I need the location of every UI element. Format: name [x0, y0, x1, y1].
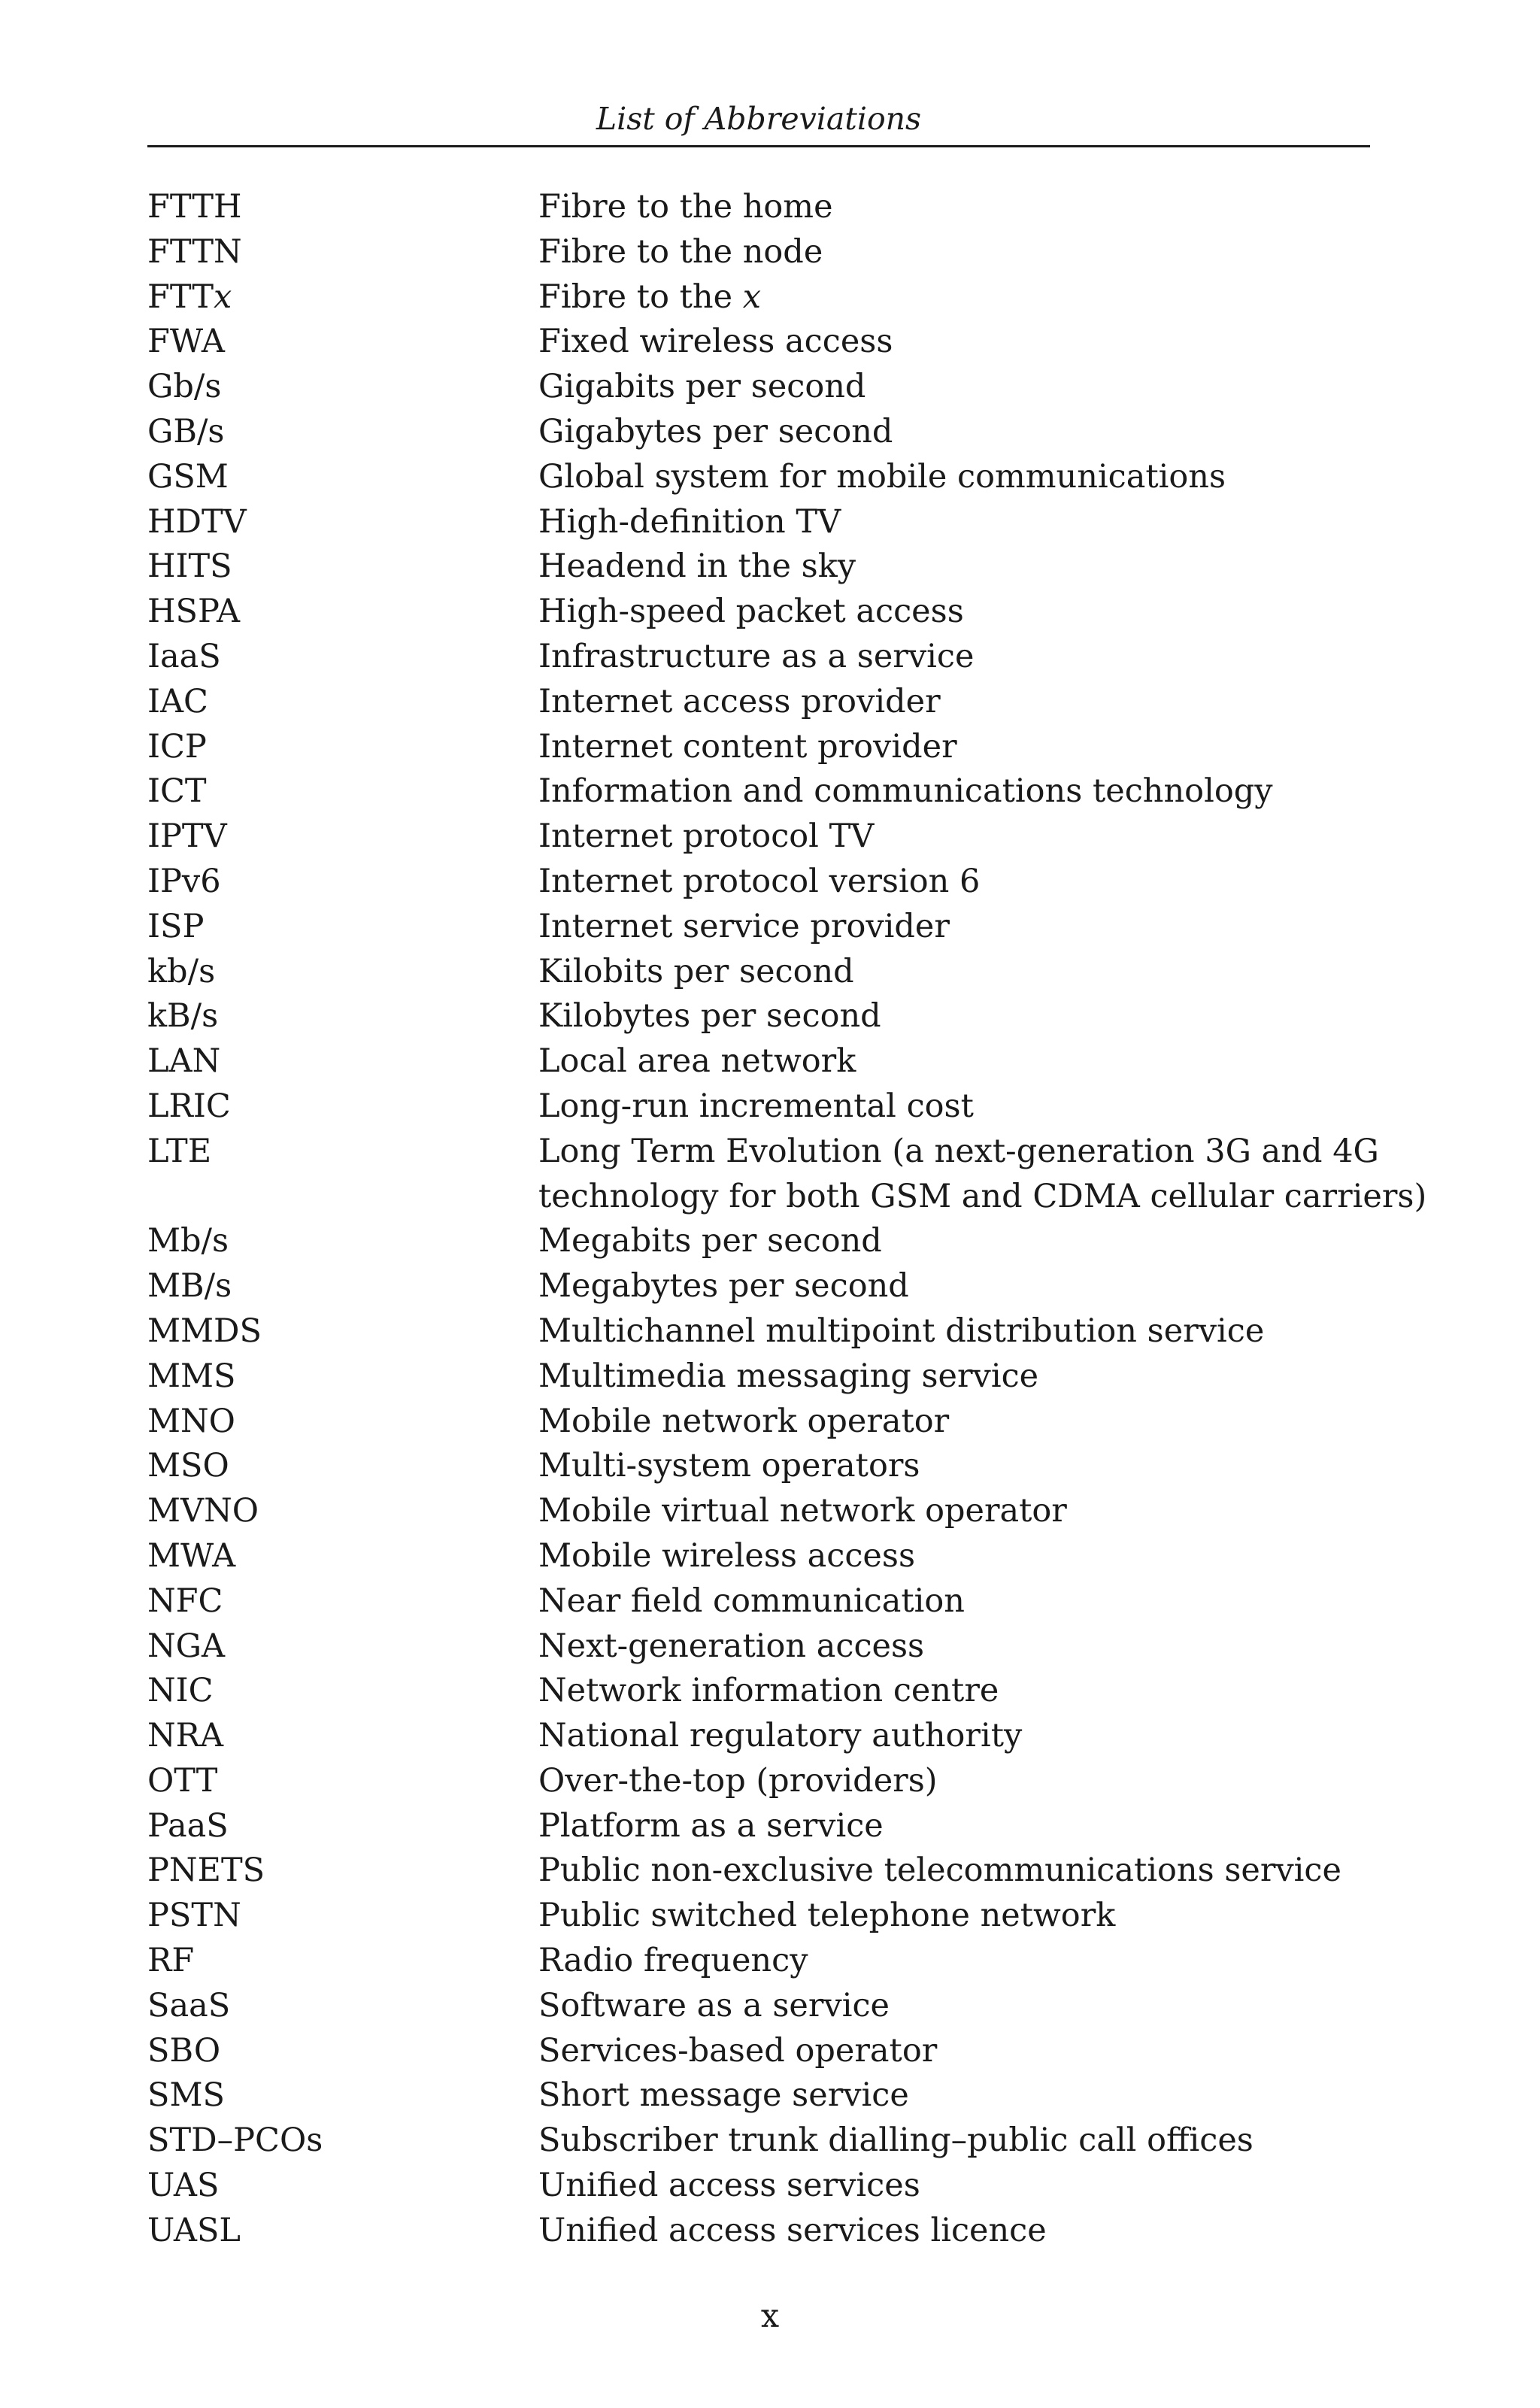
abbreviation-term: ICP	[147, 727, 207, 766]
abbreviation-entry	[147, 769, 1370, 814]
abbreviation-definition	[538, 590, 1370, 635]
abbreviation-entry	[147, 950, 1370, 995]
abbreviation-definition	[538, 2073, 1370, 2118]
abbreviation-term: PaaS	[147, 1806, 229, 1845]
abbreviation-term: GSM	[147, 457, 229, 496]
abbreviation-definition	[538, 725, 1370, 770]
abbreviation-term: FTTx	[147, 277, 232, 316]
abbreviation-entry	[147, 185, 1370, 230]
abbreviation-definition	[538, 1714, 1370, 1759]
abbreviation-entry	[147, 320, 1370, 365]
abbreviation-definition	[538, 905, 1370, 950]
definition-line: Infrastructure as a service	[538, 637, 975, 675]
abbreviation-term: GB/s	[147, 412, 225, 450]
abbreviation-entry	[147, 1219, 1370, 1264]
abbreviation-definition	[538, 1759, 1370, 1804]
abbreviation-list	[147, 185, 1427, 2254]
abbreviation-definition	[538, 455, 1370, 500]
abbreviation-definition	[538, 2209, 1370, 2254]
abbreviation-entry	[147, 1579, 1370, 1624]
abbreviation-definition	[538, 2029, 1370, 2074]
abbreviation-entry	[147, 500, 1370, 545]
abbreviation-entry	[147, 635, 1370, 680]
abbreviation-term: LAN	[147, 1042, 221, 1081]
abbreviation-term: kb/s	[147, 952, 216, 990]
abbreviation-definition	[538, 1624, 1370, 1670]
abbreviation-term: MWA	[147, 1536, 236, 1575]
abbreviation-definition	[538, 1939, 1370, 1984]
abbreviation-entry	[147, 590, 1370, 635]
definition-line: Gigabits per second	[538, 368, 866, 406]
definition-line: Next-generation access	[538, 1627, 925, 1665]
abbreviation-entry	[147, 2073, 1370, 2118]
definition-line: Software as a service	[538, 1986, 890, 2024]
abbreviation-entry	[147, 230, 1370, 275]
abbreviation-entry	[147, 994, 1370, 1039]
abbreviation-entry	[147, 1039, 1370, 1084]
abbreviation-term: NGA	[147, 1627, 226, 1665]
abbreviation-entry	[147, 1309, 1370, 1354]
abbreviation-definition	[538, 1039, 1370, 1084]
definition-line: Fibre to the node	[538, 232, 823, 271]
abbreviation-entry	[147, 1848, 1370, 1894]
abbreviation-definition	[538, 1444, 1370, 1489]
definition-line: National regulatory authority	[538, 1717, 1023, 1755]
abbreviation-entry	[147, 2209, 1370, 2254]
definition-line: Internet protocol TV	[538, 817, 875, 856]
definition-line: Services-based operator	[538, 2031, 938, 2070]
definition-line: Kilobytes per second	[538, 997, 881, 1036]
abbreviation-definition	[538, 1534, 1370, 1579]
abbreviation-definition	[538, 1400, 1370, 1445]
abbreviation-term: MVNO	[147, 1492, 259, 1530]
definition-line: Multichannel multipoint distribution service	[538, 1312, 1265, 1350]
definition-line: Internet access provider	[538, 682, 941, 720]
abbreviation-term: OTT	[147, 1761, 218, 1800]
abbreviation-entry	[147, 680, 1370, 725]
definition-line: Mobile virtual network operator	[538, 1492, 1067, 1530]
abbreviation-term: IPTV	[147, 817, 227, 856]
abbreviation-definition	[538, 1984, 1370, 2029]
abbreviation-entry	[147, 1894, 1370, 1939]
abbreviation-term: STD–PCOs	[147, 2121, 323, 2160]
abbreviation-term: LRIC	[147, 1087, 231, 1125]
abbreviation-definition	[538, 769, 1370, 814]
abbreviation-term: MSO	[147, 1447, 229, 1485]
abbreviation-term: IaaS	[147, 637, 221, 675]
abbreviation-term: NFC	[147, 1582, 223, 1620]
abbreviation-entry	[147, 544, 1370, 590]
definition-line: Platform as a service	[538, 1806, 884, 1845]
abbreviation-term: kB/s	[147, 997, 219, 1036]
running-head: List of Abbreviations	[596, 101, 922, 137]
abbreviation-definition	[538, 185, 1370, 230]
definition-line: Unified access services licence	[538, 2211, 1047, 2249]
abbreviation-definition	[538, 275, 1370, 320]
page-number: x	[760, 2297, 780, 2335]
abbreviation-entry	[147, 1130, 1427, 1220]
abbreviation-definition	[538, 2164, 1370, 2209]
abbreviation-definition	[538, 500, 1370, 545]
definition-line: Internet protocol version 6	[538, 862, 981, 900]
abbreviation-definition	[538, 994, 1370, 1039]
abbreviation-entry	[147, 725, 1370, 770]
definition-line: High-speed packet access	[538, 593, 964, 631]
abbreviation-term: UAS	[147, 2167, 220, 2205]
abbreviation-definition	[538, 1264, 1370, 1309]
abbreviation-term: FTTN	[147, 232, 242, 271]
abbreviation-term: ICT	[147, 772, 207, 811]
definition-line: Fibre to the home	[538, 188, 833, 226]
abbreviation-entry	[147, 1354, 1370, 1400]
abbreviation-entry	[147, 2118, 1370, 2164]
abbreviation-term: HSPA	[147, 593, 240, 631]
definition-line: Long Term Evolution (a next-generation 3G and 4G	[538, 1132, 1379, 1170]
abbreviation-term: SaaS	[147, 1986, 231, 2024]
definition-line: Network information centre	[538, 1672, 999, 1710]
abbreviation-term: PSTN	[147, 1897, 241, 1935]
definition-line: Subscriber trunk dialling–public call offices	[538, 2121, 1254, 2160]
definition-line: Information and communications technology	[538, 772, 1273, 811]
abbreviation-definition	[538, 1084, 1370, 1130]
abbreviation-definition	[538, 1489, 1370, 1534]
abbreviation-entry	[147, 455, 1370, 500]
definition-line: Public non-exclusive telecommunications service	[538, 1851, 1341, 1890]
abbreviation-definition	[538, 860, 1370, 905]
abbreviation-term: SMS	[147, 2076, 225, 2115]
definition-line: Internet content provider	[538, 727, 957, 766]
abbreviation-definition	[538, 320, 1370, 365]
abbreviation-definition	[538, 1219, 1370, 1264]
abbreviation-entry	[147, 1714, 1370, 1759]
abbreviation-term: IAC	[147, 682, 208, 720]
abbreviation-definition	[538, 2118, 1370, 2164]
abbreviation-definition	[538, 230, 1370, 275]
definition-line: Local area network	[538, 1042, 856, 1081]
abbreviation-term: UASL	[147, 2211, 241, 2249]
abbreviation-term: MMDS	[147, 1312, 262, 1350]
definition-line: Radio frequency	[538, 1942, 808, 1980]
abbreviation-term: FTTH	[147, 188, 242, 226]
definition-line: Fixed wireless access	[538, 323, 893, 361]
abbreviation-term: Mb/s	[147, 1222, 229, 1260]
abbreviation-definition	[538, 814, 1370, 860]
abbreviation-definition	[538, 365, 1370, 410]
abbreviation-entry	[147, 275, 1370, 320]
definition-line: Internet service provider	[538, 907, 950, 945]
abbreviation-entry	[147, 1534, 1370, 1579]
abbreviation-definition	[538, 544, 1370, 590]
abbreviation-term: MB/s	[147, 1267, 232, 1306]
abbreviation-term: MNO	[147, 1402, 235, 1440]
abbreviation-term: NIC	[147, 1672, 214, 1710]
definition-line: Megabytes per second	[538, 1267, 909, 1306]
abbreviation-entry	[147, 1804, 1370, 1849]
definition-line: Multi-system operators	[538, 1447, 920, 1485]
definition-line: Mobile network operator	[538, 1402, 950, 1440]
abbreviation-entry	[147, 1084, 1370, 1130]
abbreviation-definition	[538, 410, 1370, 455]
abbreviation-entry	[147, 1444, 1370, 1489]
abbreviation-entry	[147, 365, 1370, 410]
abbreviation-entry	[147, 814, 1370, 860]
abbreviation-entry	[147, 1759, 1370, 1804]
abbreviation-entry	[147, 1939, 1370, 1984]
abbreviation-definition	[538, 1130, 1426, 1220]
abbreviation-term: RF	[147, 1942, 195, 1980]
abbreviation-term: PNETS	[147, 1851, 265, 1890]
definition-line: Public switched telephone network	[538, 1897, 1116, 1935]
abbreviation-definition	[538, 1669, 1370, 1714]
abbreviation-term: SBO	[147, 2031, 221, 2070]
abbreviation-entry	[147, 1984, 1370, 2029]
abbreviation-term: IPv6	[147, 862, 221, 900]
abbreviation-definition	[538, 1894, 1370, 1939]
definition-line: Short message service	[538, 2076, 909, 2115]
abbreviation-term: NRA	[147, 1717, 224, 1755]
abbreviation-term: FWA	[147, 323, 225, 361]
definition-line: Long-run incremental cost	[538, 1087, 974, 1125]
abbreviation-definition	[538, 1804, 1370, 1849]
abbreviation-entry	[147, 1400, 1370, 1445]
abbreviation-entry	[147, 2164, 1370, 2209]
abbreviation-definition	[538, 1848, 1370, 1894]
definition-line: Multimedia messaging service	[538, 1357, 1039, 1395]
abbreviation-definition	[538, 1309, 1370, 1354]
abbreviation-entry	[147, 2029, 1370, 2074]
definition-line: Unified access services	[538, 2167, 920, 2205]
abbreviation-term: ISP	[147, 907, 205, 945]
abbreviation-definition	[538, 635, 1370, 680]
abbreviation-definition	[538, 680, 1370, 725]
definition-line: Gigabytes per second	[538, 412, 893, 450]
abbreviation-term: HITS	[147, 547, 232, 586]
header-rule	[147, 145, 1370, 147]
definition-line: Kilobits per second	[538, 952, 854, 990]
abbreviation-definition	[538, 1354, 1370, 1400]
abbreviation-definition	[538, 1579, 1370, 1624]
abbreviation-term: LTE	[147, 1132, 212, 1170]
definition-line: Fibre to the x	[538, 277, 761, 316]
abbreviation-entry	[147, 1669, 1370, 1714]
abbreviation-entry	[147, 860, 1370, 905]
abbreviation-term: HDTV	[147, 502, 247, 541]
abbreviation-entry	[147, 410, 1370, 455]
definition-line: technology for both GSM and CDMA cellular carriers)	[538, 1177, 1427, 1215]
abbreviation-entry	[147, 1264, 1370, 1309]
abbreviation-term: MMS	[147, 1357, 236, 1395]
abbreviation-entry	[147, 905, 1370, 950]
definition-line: Global system for mobile communications	[538, 457, 1226, 496]
definition-line: Near field communication	[538, 1582, 965, 1620]
definition-line: Headend in the sky	[538, 547, 856, 586]
abbreviation-definition	[538, 950, 1370, 995]
abbreviation-entry	[147, 1489, 1370, 1534]
definition-line: Over-the-top (providers)	[538, 1761, 938, 1800]
abbreviation-term: Gb/s	[147, 368, 222, 406]
definition-line: Megabits per second	[538, 1222, 882, 1260]
abbreviation-entry	[147, 1624, 1370, 1670]
definition-line: High-definition TV	[538, 502, 841, 541]
definition-line: Mobile wireless access	[538, 1536, 916, 1575]
